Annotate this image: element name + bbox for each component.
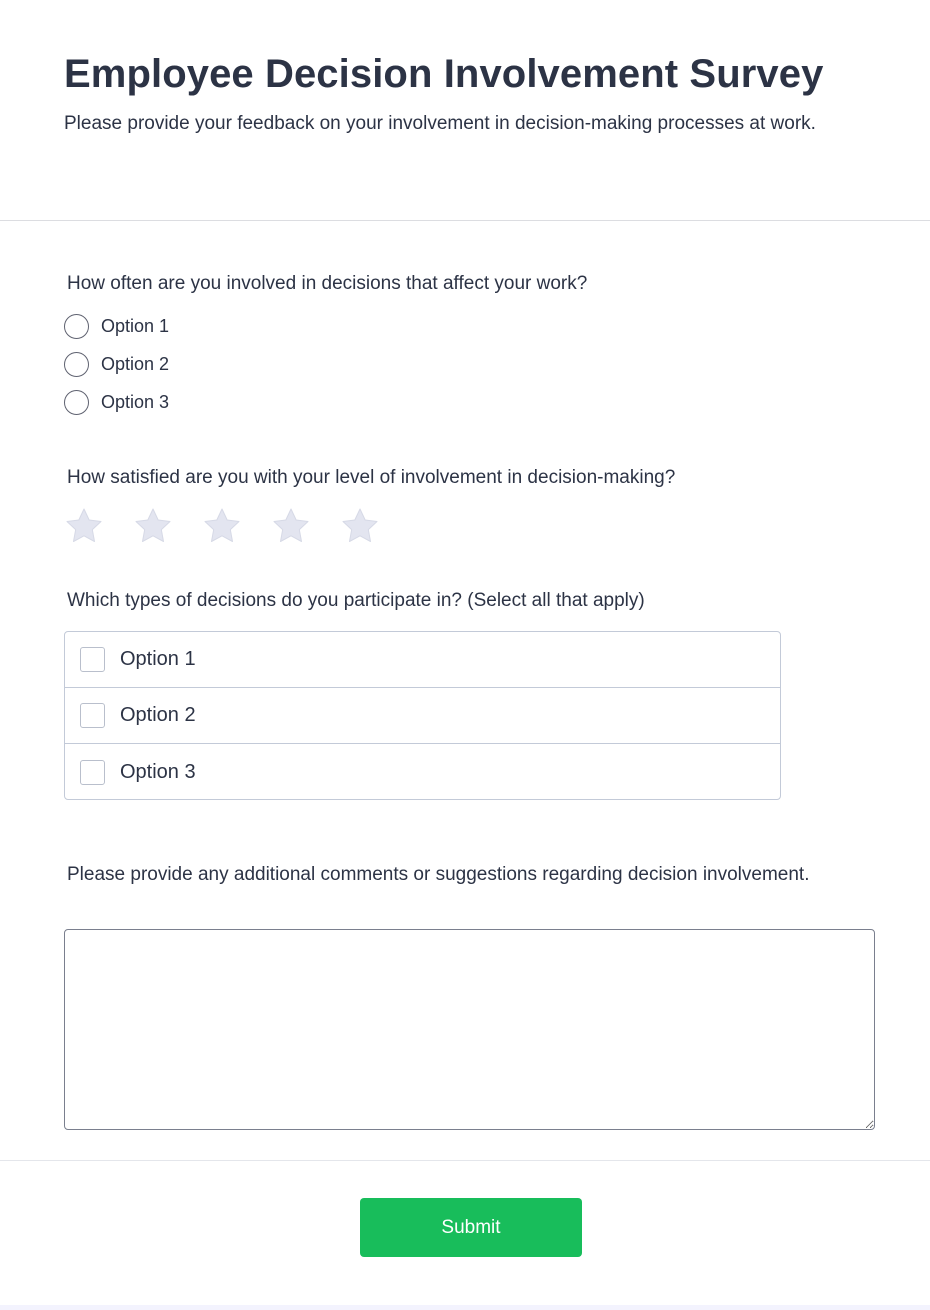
frequency-option-2[interactable] (64, 351, 169, 377)
decision-type-option-2[interactable] (65, 688, 780, 744)
question-decision-types-label: Which types of decisions do you participate in? (Select all that apply) (67, 590, 645, 611)
decision-type-option-1[interactable] (65, 632, 780, 688)
radio-button[interactable] (64, 390, 89, 415)
checkbox[interactable] (80, 647, 105, 672)
decision-types-checklist (64, 631, 781, 800)
checkbox[interactable] (80, 703, 105, 728)
comments-textarea[interactable] (64, 929, 875, 1130)
question-satisfaction-label: How satisfied are you with your level of involvement in decision-making? (67, 467, 676, 488)
checkbox-label: Option 2 (120, 704, 196, 726)
bottom-divider (0, 1305, 930, 1310)
star-4-icon[interactable] (271, 506, 311, 546)
radio-button[interactable] (64, 314, 89, 339)
frequency-option-1[interactable] (64, 313, 169, 339)
decision-type-option-3[interactable] (65, 744, 780, 800)
checkbox-label: Option 3 (120, 760, 196, 783)
star-1-icon[interactable] (64, 506, 104, 546)
form-header (0, 0, 930, 221)
checkbox[interactable] (80, 760, 105, 785)
star-5-icon[interactable] (340, 506, 380, 546)
checkbox-label: Option 1 (120, 648, 196, 670)
star-2-icon[interactable] (133, 506, 173, 546)
radio-label: Option 2 (101, 353, 170, 374)
form-subtitle: Please provide your feedback on your involvement in decision-making processes at work. (64, 113, 816, 134)
question-comments-label: Please provide any additional comments or suggestions regarding decision involvement. (67, 864, 810, 885)
question-frequency-label: How often are you involved in decisions that affect your work? (67, 273, 588, 294)
submit-button[interactable]: Submit (360, 1198, 582, 1257)
frequency-option-3[interactable] (64, 389, 169, 415)
radio-label: Option 1 (101, 315, 170, 336)
form-title: Employee Decision Involvement Survey (64, 52, 824, 96)
star-3-icon[interactable] (202, 506, 242, 546)
star-rating (64, 506, 409, 546)
radio-label: Option 3 (101, 391, 170, 412)
radio-button[interactable] (64, 352, 89, 377)
